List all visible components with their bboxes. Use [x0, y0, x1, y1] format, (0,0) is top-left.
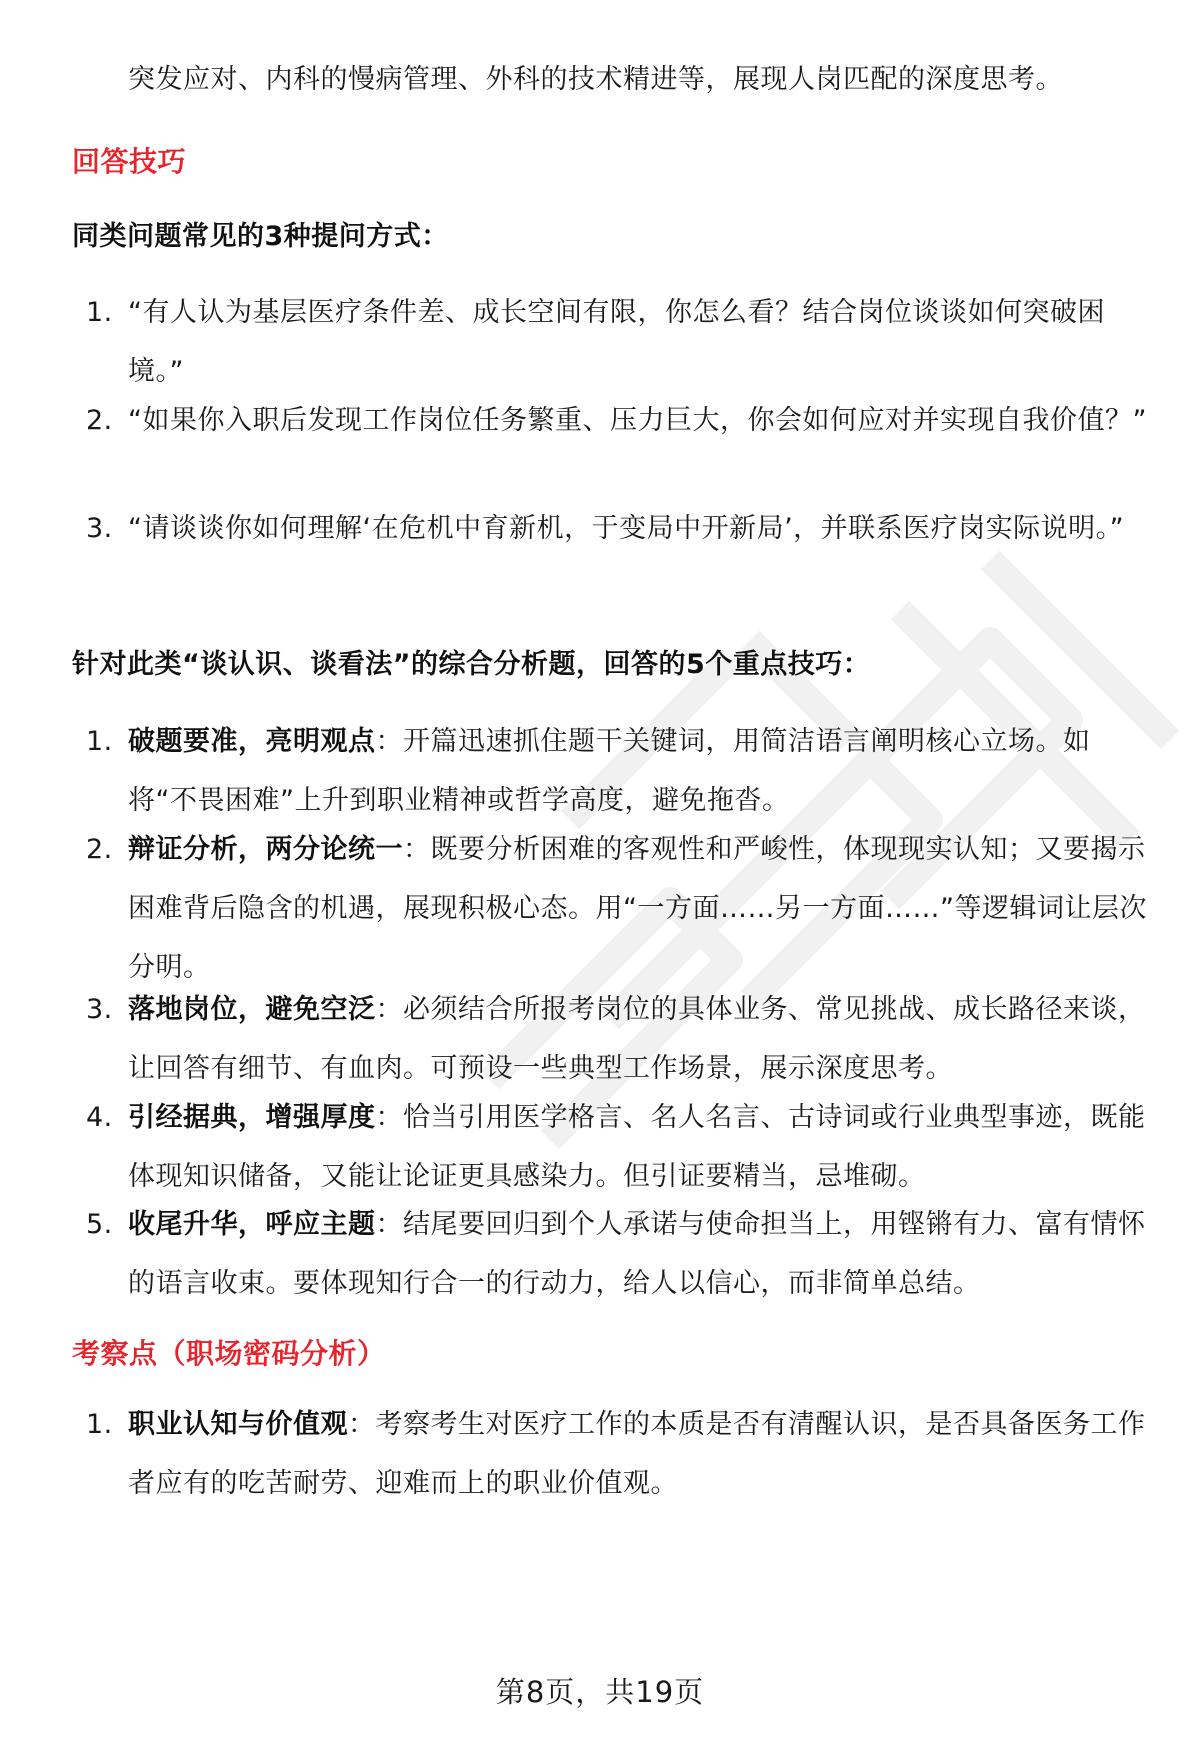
tip-description: ：结尾要回归到个人承诺与使命担当上，用铿锵有力、富有情怀的语言收束。要体现知行合一的行动力，给人以信心，而非简单总结。 [128, 1209, 1146, 1299]
assessment-item-1 [72, 1395, 1148, 1513]
tip-item-4 [72, 1088, 1148, 1206]
list-number: 1. [86, 297, 113, 328]
assessment-keyword: 职业认知与价值观 [128, 1409, 348, 1440]
tip-keyword: 收尾升华，呼应主题 [128, 1209, 376, 1240]
tip-keyword: 破题要准，亮明观点 [128, 726, 376, 757]
list-number: 2. [86, 834, 113, 865]
list-number: 5. [86, 1209, 113, 1240]
top-paragraph: 突发应对、内科的慢病管理、外科的技术精进等，展现人岗匹配的深度思考。 [128, 64, 1063, 95]
tip-item-3 [72, 980, 1148, 1098]
tip-description: ：恰当引用医学格言、名人名言、古诗词或行业典型事迹，既能体现知识储备，又能让论证更具感染力。但引证要精当，忌堆砌。 [128, 1102, 1146, 1192]
tip-text [128, 1195, 1148, 1313]
list-number: 3. [86, 994, 113, 1025]
assessment-text [128, 1395, 1148, 1513]
question-text: “如果你入职后发现工作岗位任务繁重、压力巨大，你会如何应对并实现自我价值？” [128, 405, 1147, 436]
tip-text [128, 980, 1148, 1098]
tip-keyword: 引经据典，增强厚度 [128, 1102, 376, 1133]
section-title-techniques: 回答技巧 [72, 145, 187, 178]
tip-text [128, 1088, 1148, 1206]
tip-keyword: 辩证分析，两分论统一 [128, 834, 403, 865]
question-item-3 [72, 499, 1148, 558]
page-footer: 第8页，共19页 [495, 1675, 705, 1709]
question-text: “请谈谈你如何理解‘在危机中育新机，于变局中开新局’，并联系医疗岗实际说明。” [128, 513, 1125, 544]
tip-text [128, 820, 1148, 997]
assessment-description: ：考察考生对医疗工作的本质是否有清醒认识，是否具备医务工作者应有的吃苦耐劳、迎难而上的职业价值观。 [128, 1409, 1146, 1499]
subheading-five-tips: 针对此类“谈认识、谈看法”的综合分析题，回答的5个重点技巧： [72, 649, 871, 680]
tip-description: ：必须结合所报考岗位的具体业务、常见挑战、成长路径来谈，让回答有细节、有血肉。可预设一些典型工作场景，展示深度思考。 [128, 994, 1146, 1084]
section-title-assessment-points: 考察点（职场密码分析） [72, 1337, 386, 1370]
tip-text [128, 712, 1148, 830]
list-number: 2. [86, 405, 113, 436]
tip-item-1 [72, 712, 1148, 830]
question-text: “有人认为基层医疗条件差、成长空间有限，你怎么看？结合岗位谈谈如何突破困境。” [128, 297, 1105, 387]
list-number: 1. [86, 1409, 113, 1440]
tip-item-5 [72, 1195, 1148, 1313]
subheading-question-types: 同类问题常见的3种提问方式： [72, 221, 449, 252]
tip-description: ：开篇迅速抓住题干关键词，用简洁语言阐明核心立场。如将“不畏困难”上升到职业精神或哲学高度，避免拖沓。 [128, 726, 1091, 816]
question-item-1 [72, 283, 1148, 401]
question-item-2 [72, 391, 1148, 450]
list-number: 3. [86, 513, 113, 544]
tip-item-2 [72, 820, 1148, 997]
tip-keyword: 落地岗位，避免空泛 [128, 994, 376, 1025]
list-number: 4. [86, 1102, 113, 1133]
list-number: 1. [86, 726, 113, 757]
tip-description: ：既要分析困难的客观性和严峻性，体现现实认知；又要揭示困难背后隐含的机遇，展现积极心态。用“一方面……另一方面……”等逻辑词让层次分明。 [128, 834, 1147, 983]
